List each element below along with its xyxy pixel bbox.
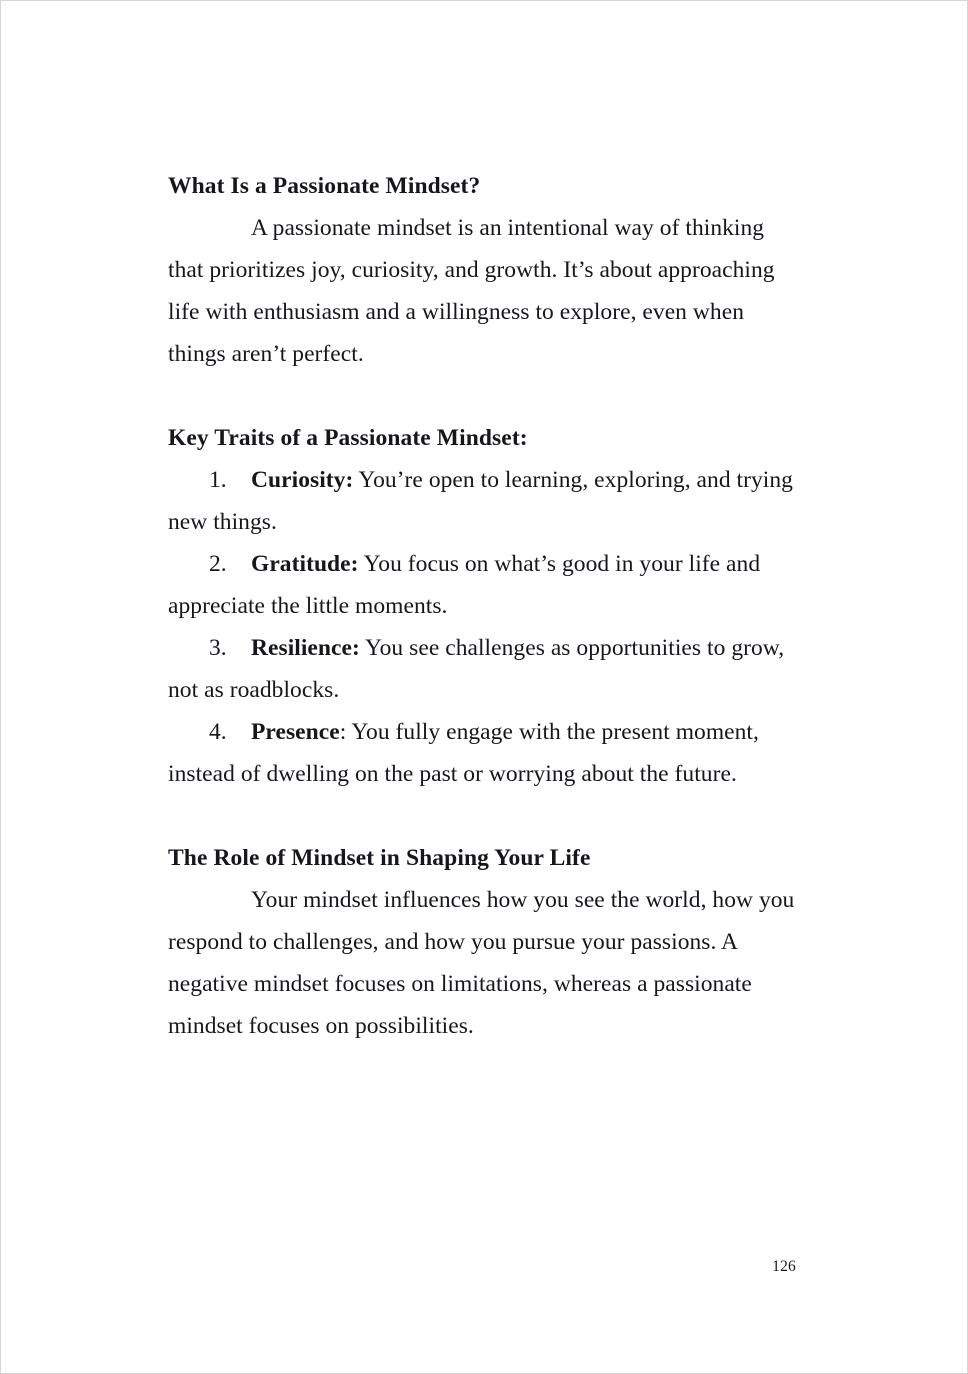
list-item-term: Resilience [251, 635, 352, 661]
page-content [168, 165, 797, 1047]
section-heading-key-traits: Key Traits of a Passionate Mindset: [168, 425, 528, 451]
list-item [168, 459, 797, 543]
list-item-colon: : [339, 719, 347, 745]
list-item-term: Presence [251, 719, 340, 745]
list-item-number: 4. [209, 719, 227, 745]
section-spacer-1 [168, 375, 797, 417]
section-heading-role-of-mindset: The Role of Mindset in Shaping Your Life [168, 845, 591, 871]
list-item [168, 543, 797, 627]
list-item [168, 711, 797, 795]
list-item-text: You focus on what’s good in your life and appreciate the little moments. [168, 551, 761, 619]
list-item-text: You’re open to learning, exploring, and trying new things. [168, 467, 793, 535]
list-item-colon: : [352, 635, 360, 661]
list-item-colon: : [350, 551, 359, 577]
section-spacer-2 [168, 795, 797, 837]
list-item-text: You fully engage with the present moment, instead of dwelling on the past or worrying about the future. [168, 719, 759, 787]
page-number: 126 [772, 1258, 796, 1275]
list-item-colon: : [345, 467, 354, 493]
paragraph-role-of-mindset: Your mindset influences how you see the world, how you respond to challenges, and how you pursue your passions. A negative mindset focuses on limitations, whereas a passionate mindset focuses on possibilities. [168, 887, 795, 1039]
list-item [168, 627, 797, 711]
list-item-number: 3. [209, 635, 227, 661]
list-item-number: 1. [209, 467, 227, 493]
list-item-text: You see challenges as opportunities to grow, not as roadblocks. [168, 635, 785, 703]
paragraph-what-is-a-passionate-mindset: A passionate mindset is an intentional way of thinking that prioritizes joy, curiosity, and growth. It’s about approaching life with enthusiasm and a willingness to explore, even when things aren’t perfect. [168, 215, 775, 367]
list-item-term: Gratitude [251, 551, 351, 577]
list-item-term: Curiosity [251, 467, 346, 493]
section-heading-what-is-a-passionate-mindset: What Is a Passionate Mindset? [168, 173, 481, 199]
list-item-number: 2. [209, 551, 227, 577]
